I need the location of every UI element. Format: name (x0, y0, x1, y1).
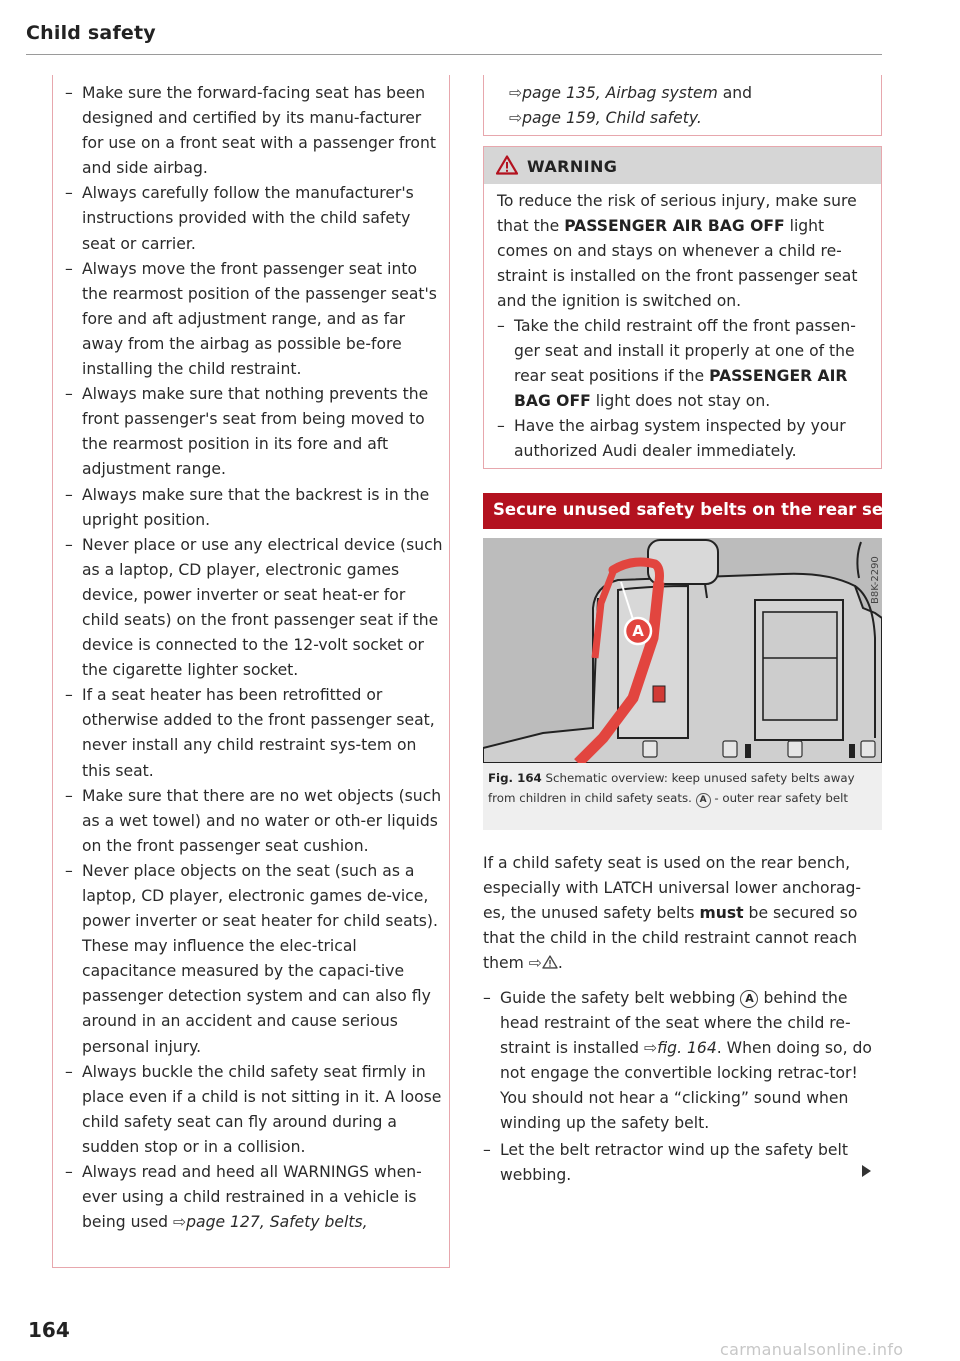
reference-text: and (717, 84, 753, 102)
page-reference-link[interactable]: page 135, Airbag system (522, 84, 718, 102)
cross-ref-arrow-icon: ⇨ (509, 109, 523, 127)
body-paragraph (483, 851, 882, 976)
body-text: be secured so that the child in the child restraint cannot reach them (483, 904, 858, 973)
list-item: – Have the airbag system inspected by your authorized Audi dealer immediately. (497, 414, 875, 464)
header-divider (26, 54, 882, 55)
figure-code: B8K-2290 (870, 556, 881, 604)
list-item-text: Always read and heed all WARNINGS when-ever using a child restrained in a vehicle is being used (82, 1163, 422, 1232)
warning-text: To reduce the risk of serious injury, make sure that the (497, 192, 857, 236)
rear-seat-illustration (483, 538, 882, 763)
list-item: – Make sure that there are no wet objects (such as a wet towel) and no water or oth-er liquids on the front passenger seat cushion. (65, 784, 443, 859)
reference-line (509, 81, 752, 106)
warning-triangle-icon (496, 155, 518, 175)
list-item (65, 1160, 443, 1235)
callout-marker: A (696, 793, 711, 808)
warning-text: light comes on and stays on whenever a child re-straint is installed on the front passenger seat and the ignition is switched on. (497, 217, 858, 311)
instruction-text: . When doing so, do not engage the convertible locking retrac-tor! You should not hear a “clicking” sound when winding up the safety belt. (500, 1039, 872, 1133)
warning-triangle-icon[interactable] (542, 955, 558, 969)
list-item (483, 986, 882, 1137)
warning-paragraph (497, 189, 875, 314)
warning-title: WARNING (527, 157, 618, 176)
instruction-text: Guide the safety belt webbing (500, 989, 741, 1007)
reference-line (509, 106, 702, 131)
list-item: – Let the belt retractor wind up the safety belt webbing. (483, 1138, 882, 1188)
warning-text: light does not stay on. (590, 392, 771, 411)
continue-arrow-icon (862, 1165, 871, 1177)
cross-ref-arrow-icon: ⇨ (528, 954, 542, 973)
indicator-name: PASSENGER AIR BAG OFF (564, 217, 785, 236)
cross-ref-arrow-icon: ⇨ (509, 84, 523, 102)
caption-text: Schematic overview: keep unused safety belts away from children in child safety seats. (488, 771, 855, 805)
rear-seat-figure (483, 538, 882, 763)
warning-list (497, 314, 875, 465)
instruction-list (483, 986, 882, 1188)
body-text: If a child safety seat is used on the rear bench, especially with LATCH universal lower anchorag-es, the unused safety belts (483, 854, 862, 923)
list-item: – Make sure the forward-facing seat has been designed and certified by its manu-facturer for use on a front seat with a passenger front and side airbag. (65, 81, 443, 181)
page-reference-link[interactable]: page 127, Safety belts, (186, 1213, 368, 1232)
figure-caption (488, 769, 876, 808)
list-item: – Never place or use any electrical device (such as a laptop, CD player, electronic games device, power inverter or seat heat-er for child seats) on the front passenger seat if the device is connected to the 12-volt socket or the cigarette lighter socket. (65, 533, 443, 684)
body-text: . (557, 954, 563, 973)
figure-reference-link[interactable]: fig. 164 (657, 1039, 717, 1058)
list-item: – Never place objects on the seat (such as a laptop, CD player, electronic games de-vice, power inverter or seat heater for child seats). These may influence the elec-trical capacitance measured by the capaci-tive passenger detection system and can also fly around in an accident and cause serious personal injury. (65, 859, 443, 1060)
list-item: – Always make sure that nothing prevents the front passenger's seat from being moved to the rearmost position in its fore and aft adjustment range. (65, 382, 443, 482)
list-item: – If a seat heater has been retrofitted or otherwise added to the front passenger seat, never install any child restraint sys-tem on this seat. (65, 683, 443, 783)
caption-text: - outer rear safety belt (710, 790, 848, 805)
list-item: – Always make sure that the backrest is in the upright position. (65, 483, 443, 533)
callout-marker: A (740, 990, 758, 1008)
figure-label: Fig. 164 (488, 771, 542, 785)
emphasis-text: must (699, 904, 744, 923)
page-reference-link[interactable]: page 159, Child safety. (522, 109, 702, 127)
left-bullet-list (65, 81, 443, 1235)
list-item: – Always carefully follow the manufacturer's instructions provided with the child safety seat or carrier. (65, 181, 443, 256)
section-title: Secure unused safety belts on the rear seat (493, 500, 903, 519)
page-title: Child safety (26, 22, 156, 44)
warning-text: Take the child restraint off the front passen-ger seat and install it properly at one of the rear seat positions if the (514, 317, 856, 386)
list-item (497, 314, 875, 414)
cross-ref-arrow-icon: ⇨ (644, 1039, 658, 1058)
page-number: 164 (28, 1318, 70, 1342)
figure-callout-label: A (632, 622, 644, 640)
watermark: carmanualsonline.info (720, 1340, 904, 1359)
cross-ref-arrow-icon: ⇨ (173, 1213, 187, 1232)
indicator-name: PASSENGER AIR BAG OFF (514, 367, 848, 411)
list-item: – Always move the front passenger seat into the rearmost position of the passenger seat's fore and aft adjustment range, and as far away from the airbag as possible be-fore installing the child restraint. (65, 257, 443, 382)
list-item: – Always buckle the child safety seat firmly in place even if a child is not sitting in it. A loose child safety seat can fly around during a sudden stop or in a collision. (65, 1060, 443, 1160)
instruction-text: behind the head restraint of the seat where the child re-straint is installed (500, 989, 851, 1058)
